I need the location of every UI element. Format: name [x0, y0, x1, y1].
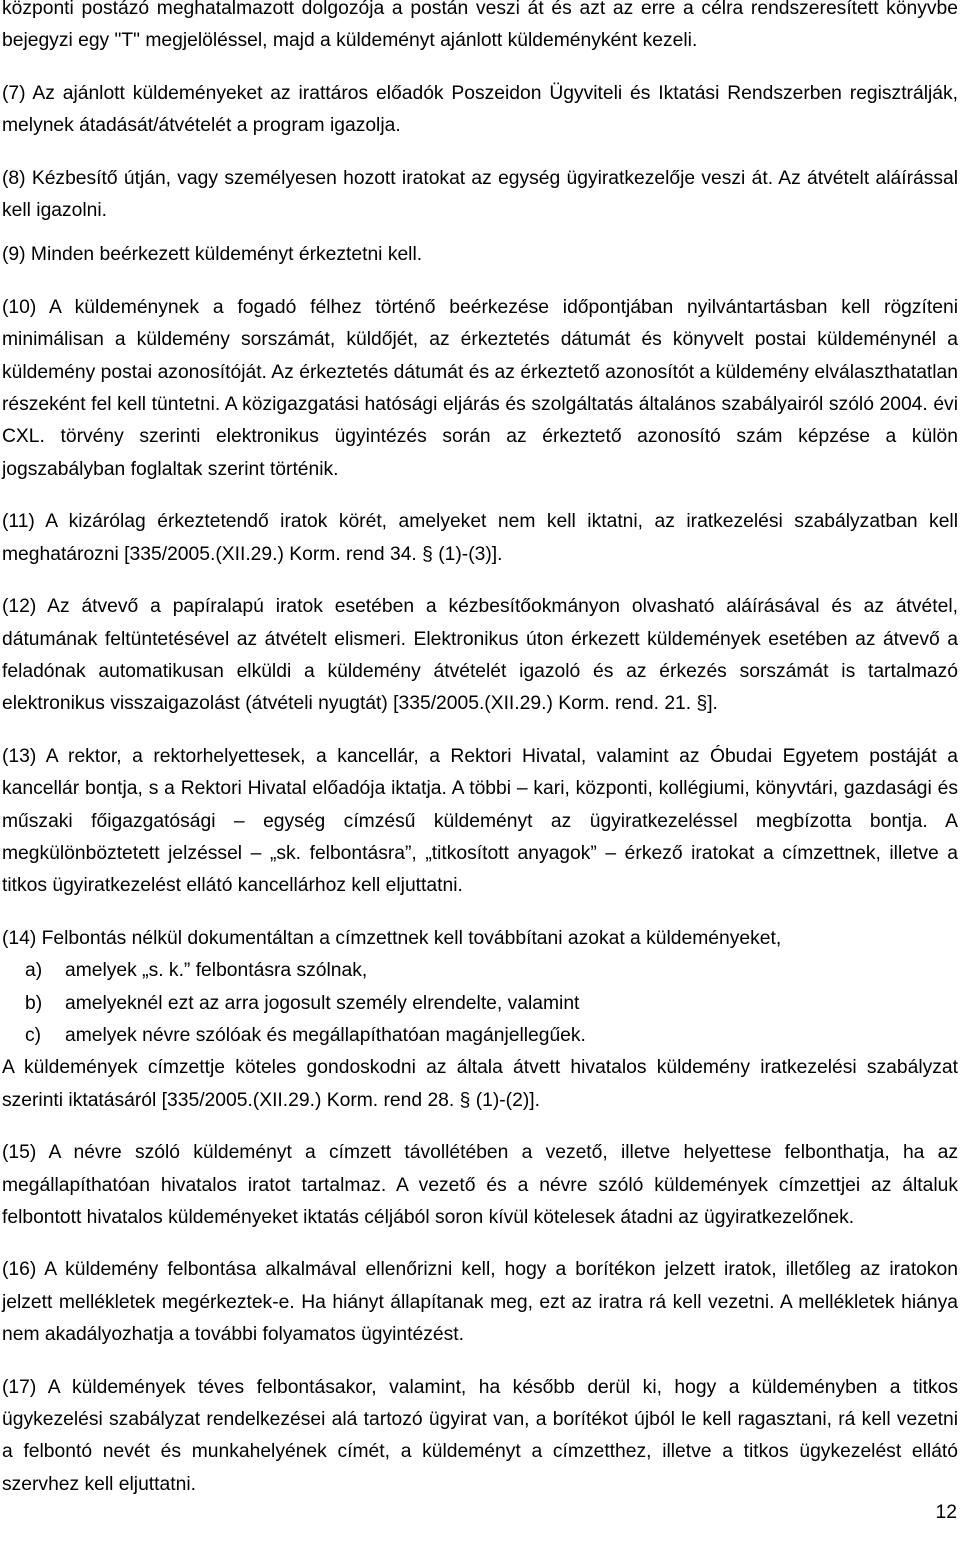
list-item	[2, 988, 958, 1020]
list-item-text: amelyeknél ezt az arra jogosult személy elrendelte, valamint	[65, 992, 580, 1014]
paragraph-13: (13) A rektor, a rektorhelyettesek, a kancellár, a Rektori Hivatal, valamint az Óbudai Egyetem postáját a kancellár bontja, s a Rektori Hivatal előadója iktatja. A többi – kari, központi, kollégiumi, könyvtári, gazdasági és műszaki főigazgatósági – egység címzésű küldeményt az ügyiratkezeléssel megbízotta bontja. A megkülönböztetett jelzéssel – „sk. felbontásra”, „titkosított anyagok” – érkező iratokat a címzettnek, illetve a titkos ügyiratkezelést ellátó kancellárhoz kell eljuttatni.	[2, 745, 958, 897]
paragraph-14-intro: (14) Felbontás nélkül dokumentáltan a címzettnek kell továbbítani azokat a küldeményeket,	[2, 927, 782, 949]
list-item-text: amelyek „s. k.” felbontásra szólnak,	[65, 960, 368, 982]
paragraph-14	[2, 923, 958, 1117]
paragraph-12: (12) Az átvevő a papíralapú iratok esetében a kézbesítőokmányon olvasható aláírásával és az átvétel, dátumának feltüntetésével az átvételt elismeri. Elektronikus úton érkezett küldemények esetében az átvevő a feladónak automatikusan elküldi a küldemény átvételét igazoló és az érkezés sorszámát is tartalmazó elektronikus visszaigazolást (átvételi nyugtát) [335/2005.(XII.29.) Korm. rend. 21. §].	[2, 596, 958, 715]
paragraph-8: (8) Kézbesítő útján, vagy személyesen hozott iratokat az egység ügyiratkezelője veszi át. Az átvételt aláírással kell igazolni.	[2, 167, 958, 222]
paragraph-14-list	[2, 955, 958, 1052]
paragraph-10: (10) A küldeménynek a fogadó félhez történő beérkezése időpontjában nyilvántartásban kell rögzíteni minimálisan a küldemény sorszámát, küldőjét, az érkeztetés dátumát és könyvelt postai küldeménynél a küldemény postai azonosítóját. Az érkeztetés dátumát és az érkeztető azonosítót a küldemény elválaszthatatlan részeként fel kell tüntetni. A közigazgatási hatósági eljárás és szolgáltatás általános szabályairól szóló 2004. évi CXL. törvény szerinti elektronikus ügyintézés során az érkeztető azonosító szám képzése a külön jogszabályban foglaltak szerint történik.	[2, 296, 958, 480]
paragraph-9: (9) Minden beérkezett küldeményt érkeztetni kell.	[2, 244, 423, 266]
paragraph-7: (7) Az ajánlott küldeményeket az irattáros előadók Poszeidon Ügyviteli és Iktatási Rendszerben regisztrálják, melynek átadását/átvételét a program igazolja.	[2, 82, 958, 137]
paragraph-14-outro: A küldemények címzettje köteles gondoskodni az általa átvett hivatalos küldemény iratkezelési szabályzat szerinti iktatásáról [335/2005.(XII.29.) Korm. rend 28. § (1)-(2)].	[2, 1057, 958, 1111]
list-item-marker: a)	[25, 960, 43, 982]
paragraph-11: (11) A kizárólag érkeztetendő iratok körét, amelyeket nem kell iktatni, az iratkezelési szabályzatban kell meghatározni [335/2005.(XII.29.) Korm. rend 34. § (1)-(3)].	[2, 511, 958, 565]
list-item	[2, 1020, 958, 1052]
page-number: 12	[935, 1502, 957, 1523]
list-item	[2, 955, 958, 987]
list-item-marker: c)	[25, 1024, 42, 1046]
list-item-marker: b)	[25, 992, 43, 1014]
paragraph-17: (17) A küldemények téves felbontásakor, valamint, ha később derül ki, hogy a küldeményben a titkos ügykezelési szabályzat rendelkezései alá tartozó ügyirat van, a borítékot újból le kell ragasztani, rá kell vezetni a felbontó nevét és munkahelyének címét, a küldeményt a címzetthez, illetve a titkos ügykezelést ellátó szervhez kell eljuttatni.	[2, 1376, 958, 1495]
list-item-text: amelyek névre szólóak és megállapíthatóan magánjellegűek.	[65, 1024, 586, 1046]
paragraph-intro: központi postázó meghatalmazott dolgozója a postán veszi át és azt az erre a célra rendszeresített könyvbe bejegyzi egy "T" megjelöléssel, majd a küldeményt ajánlott küldeményként kezeli.	[2, 0, 958, 52]
paragraph-16: (16) A küldemény felbontása alkalmával ellenőrizni kell, hogy a borítékon jelzett iratok, illetőleg az iratokon jelzett mellékletek megérkeztek-e. Ha hiányt állapítanak meg, ezt az iratra rá kell vezetni. A mellékletek hiánya nem akadályozhatja a további folyamatos ügyintézést.	[2, 1259, 958, 1346]
paragraph-15: (15) A névre szóló küldeményt a címzett távollétében a vezető, illetve helyettese felbonthatja, ha az megállapíthatóan hivatalos iratot tartalmaz. A vezető és a névre szóló küldemények címzettjei az általuk felbontott hivatalos küldeményeket iktatás céljából soron kívül kötelesek átadni az ügyiratkezelőnek.	[2, 1142, 958, 1228]
